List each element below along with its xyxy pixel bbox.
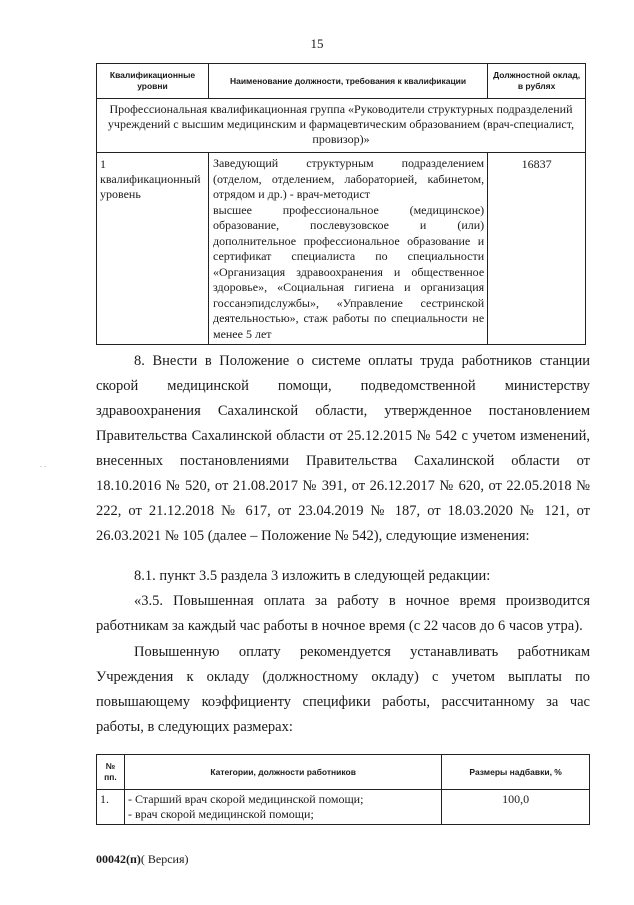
- row-allowance-value: 100,0: [442, 790, 590, 825]
- table-row: [97, 153, 586, 345]
- paragraph-8-1: [96, 564, 590, 589]
- row-category-line: - врач скорой медицинской помощи;: [127, 807, 314, 821]
- header-salary: Должностной оклад, в рублях: [488, 64, 586, 99]
- allowance-table-header: [97, 755, 590, 790]
- row-category-line: - Старший врач скорой медицинской помощи;: [127, 792, 364, 806]
- document-footer: [96, 852, 189, 867]
- position-requirements: высшее профессиональное (медицинское) образование, послевузовское и (или) дополнительное профессиональное образование и сертификат специалиста по специальности «Организация здравоохранения и общественное здоровье», «Социальная гигиена и организация госсанэпидслужбы», «Управление сестринской деятельностью», стаж работы по специальности не менее 5 лет: [212, 202, 485, 341]
- paragraph-8: [96, 349, 590, 549]
- document-version: ( Версия): [140, 852, 189, 866]
- table-row: [97, 790, 590, 825]
- page-number: 15: [310, 36, 324, 51]
- position-cell: [208, 153, 487, 345]
- qualification-table: [96, 63, 586, 345]
- salary-value: 16837: [488, 153, 586, 345]
- qualification-level: 1 квалификационный уровень: [97, 153, 209, 345]
- qualification-table-header: [97, 64, 586, 99]
- header-levels: Квалификационные уровни: [97, 64, 209, 99]
- group-row: [97, 99, 586, 153]
- paragraph-increased-pay: [96, 640, 590, 740]
- row-number: 1.: [97, 790, 125, 825]
- header-number: № пп.: [97, 755, 125, 790]
- header-position: Наименование должности, требования к квалификации: [208, 64, 487, 99]
- paragraph-8-1-text: 8.1. пункт 3.5 раздела 3 изложить в следующей редакции:: [134, 568, 491, 584]
- row-category: [124, 790, 441, 825]
- header-allowance: Размеры надбавки, %: [442, 755, 590, 790]
- paragraph-3-5: [96, 589, 590, 639]
- paragraph-increased-pay-text: Повышенную оплату рекомендуется устанавливать работникам Учреждения к окладу (должностному окладу) с учетом выплаты по повышающему коэффициенту специфики работы, рассчитанному за час работы, в следующих размерах:: [96, 644, 590, 735]
- allowance-table: [96, 754, 590, 825]
- paragraph-3-5-text: «3.5. Повышенная оплата за работу в ночное время производится работникам за каждый час работы в ночное время (с 22 часов до 6 часов утра).: [96, 593, 590, 634]
- paragraph-8-text: 8. Внести в Положение о системе оплаты труда работников станции скорой медицинской помощи, подведомственной министерству здравоохранения Сахалинской области, утвержденное постановлением Правительства Сахалинской области от 25.12.2015 № 542 с учетом изменений, внесенных постановлениями Правительства Сахалинской области от 18.10.2016 № 520, от 21.08.2017 № 391, от 26.12.2017 № 620, от 22.05.2018 № 222, от 21.12.2018 № 617, от 23.04.2019 № 187, от 18.03.2020 № 121, от 26.03.2021 № 105 (далее – Положение № 542), следующие изменения:: [96, 353, 590, 544]
- scan-artifact: . .: [40, 460, 46, 469]
- header-category: Категории, должности работников: [124, 755, 441, 790]
- group-title: Профессиональная квалификационная группа «Руководители структурных подразделений учреждений с высшим медицинским и фармацевтическим образованием (врач-специалист, провизор)»: [97, 99, 586, 153]
- position-title: Заведующий структурным подразделением (отделом, отделением, лабораторией, кабинетом, отрядом и др.) - врач-методист: [212, 156, 485, 201]
- document-code: 00042(п): [96, 852, 141, 866]
